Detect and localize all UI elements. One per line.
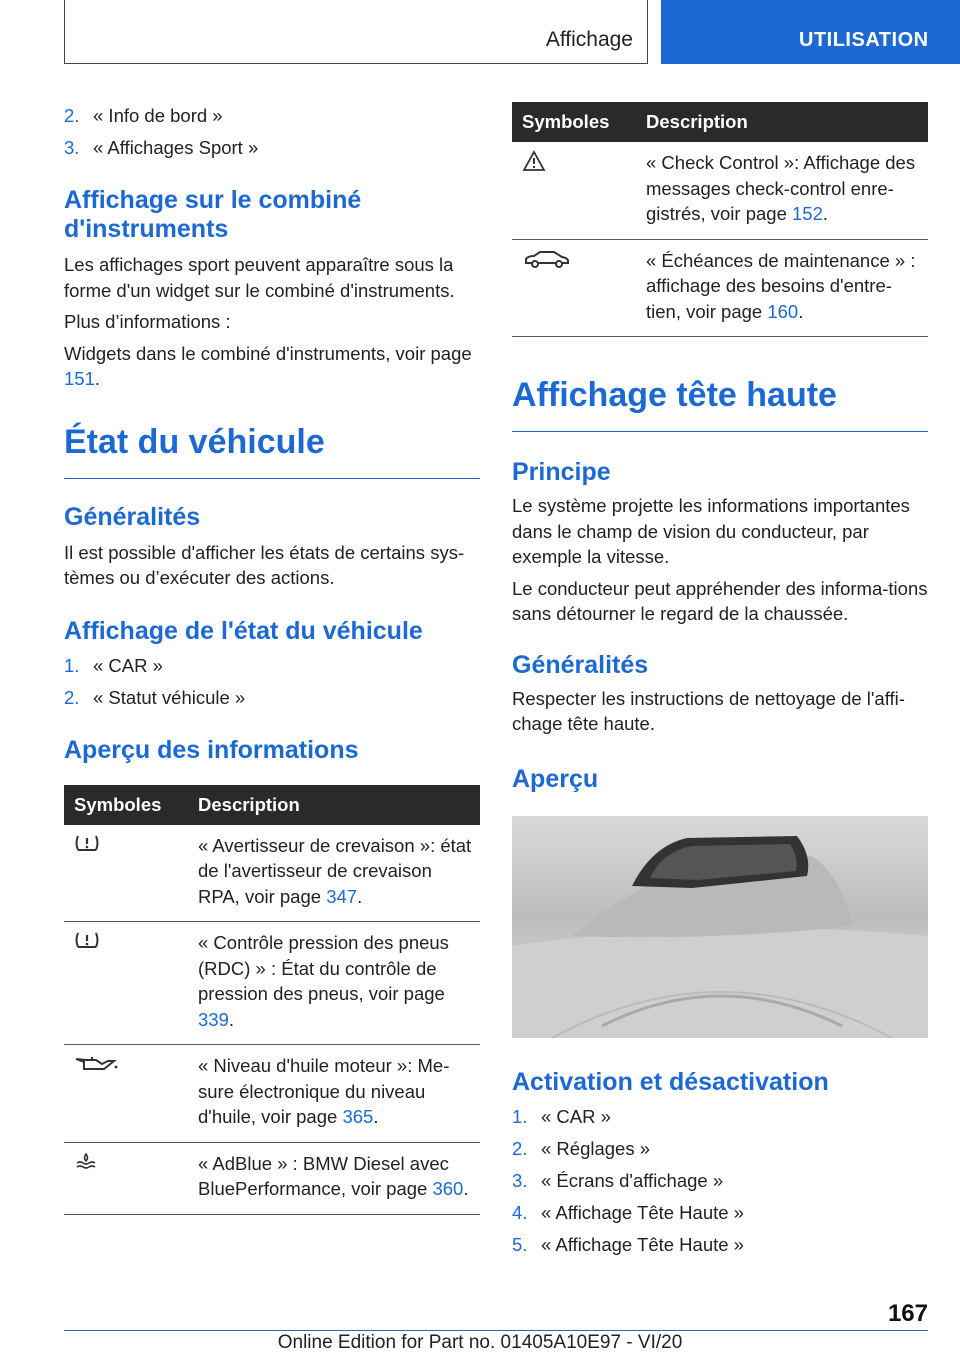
continued-list — [64, 100, 480, 164]
chapter-tab[interactable] — [661, 0, 960, 64]
activation-list — [512, 1101, 928, 1261]
chapter-tab-label: UTILISATION — [799, 29, 929, 51]
heading-combine: Affichage sur le combiné d'instruments — [64, 186, 362, 243]
list-item: 3. « Affichages Sport » — [64, 137, 259, 158]
tire-pressure-control-icon — [74, 930, 100, 950]
section-title: Affichage — [545, 28, 633, 51]
list-item: 3. « Écrans d'affichage » — [512, 1169, 724, 1191]
right-column — [512, 102, 928, 1261]
list-item: 4. « Affichage Tête Haute » — [512, 1201, 744, 1223]
col-header-description: Description — [188, 785, 480, 825]
oil-can-icon — [74, 1053, 118, 1073]
list-item: 2. « Info de bord » — [64, 105, 223, 126]
paragraph: Le système projette les informations importantes dans le champ de vision du conducteur, par exemple la vitesse. — [512, 495, 910, 567]
heading-etat-vehicule: État du véhicule — [64, 422, 480, 479]
tire-pressure-warning-icon — [74, 833, 100, 853]
page-link[interactable]: 339 — [198, 1008, 229, 1030]
table-header-row — [64, 785, 480, 825]
list-item: 2. « Réglages » — [512, 1137, 651, 1159]
table-row: « Avertisseur de crevaison »: état de l'avertisseur de crevaison RPA, voir page 347. — [64, 825, 480, 922]
heading-apercu: Aperçu — [512, 764, 599, 793]
paragraph: Plus d’informations : — [64, 311, 231, 332]
warning-triangle-icon — [522, 150, 546, 172]
footer-edition: Online Edition for Part no. 01405A10E97 - VI/20 — [277, 1332, 683, 1353]
page-link[interactable]: 151 — [64, 368, 95, 389]
heading-activation: Activation et désactivation — [512, 1067, 829, 1096]
symbols-table — [64, 785, 480, 1215]
heading-apercu-informations: Aperçu des informations — [64, 735, 359, 764]
page-number: 167 — [887, 1300, 928, 1327]
head-up-display-photo — [512, 816, 928, 1038]
etat-list — [64, 650, 480, 714]
heading-affichage-tete-haute: Affichage tête haute — [512, 375, 928, 432]
table-row: « Échéances de maintenance » : affichage des besoins d'entre-tien, voir page 160. — [512, 239, 928, 337]
heading-generalites: Généralités — [64, 502, 201, 531]
page-link[interactable]: 347 — [326, 885, 358, 907]
paragraph: Respecter les instructions de nettoyage de l'affi-chage tête haute. — [512, 687, 905, 734]
header-box — [64, 0, 648, 64]
table-row: « Contrôle pression des pneus (RDC) » : État du contrôle de pression des pneus, voir page 339. — [64, 922, 480, 1045]
adblue-icon — [74, 1151, 98, 1171]
symbols-table — [512, 102, 928, 337]
list-item: 1. « CAR » — [512, 1105, 611, 1127]
col-header-symboles: Symboles — [512, 102, 636, 142]
page-link[interactable]: 365 — [342, 1106, 374, 1127]
col-header-description: Description — [636, 102, 928, 142]
paragraph: Le conducteur peut appréhender des informa-tions sans détourner le regard de la chaussée. — [512, 577, 928, 624]
table-row: « AdBlue » : BMW Diesel avec BluePerformance, voir page 360. — [64, 1142, 480, 1214]
paragraph: Widgets dans le combiné d'instruments, voir page 151. — [64, 342, 472, 389]
list-item: 2. « Statut véhicule » — [64, 686, 246, 708]
page-link[interactable]: 160 — [767, 300, 799, 322]
page-link[interactable]: 360 — [432, 1178, 464, 1199]
list-item: 1. « CAR » — [64, 654, 163, 676]
car-service-icon — [522, 248, 572, 270]
left-column — [64, 100, 480, 1215]
list-item: 5. « Affichage Tête Haute » — [512, 1233, 744, 1255]
col-header-symboles: Symboles — [64, 785, 188, 825]
table-row: « Niveau d'huile moteur »: Me-sure électronique du niveau d'huile, voir page 365. — [64, 1045, 480, 1143]
table-row: « Check Control »: Affichage des messages check-control enre-gistrés, voir page 152. — [512, 142, 928, 239]
footer-rule — [64, 1330, 928, 1331]
paragraph: Les affichages sport peuvent apparaître sous la forme d'un widget sur le combiné d'instruments. — [64, 254, 455, 301]
heading-generalites: Généralités — [512, 650, 649, 679]
paragraph: Il est possible d'afficher les états de certains sys-tèmes ou d’exécuter des actions. — [64, 541, 465, 588]
table-header-row — [512, 102, 928, 142]
page-link[interactable]: 152 — [792, 203, 823, 224]
heading-affichage-etat: Affichage de l'état du véhicule — [64, 616, 423, 645]
heading-principe: Principe — [512, 458, 611, 486]
